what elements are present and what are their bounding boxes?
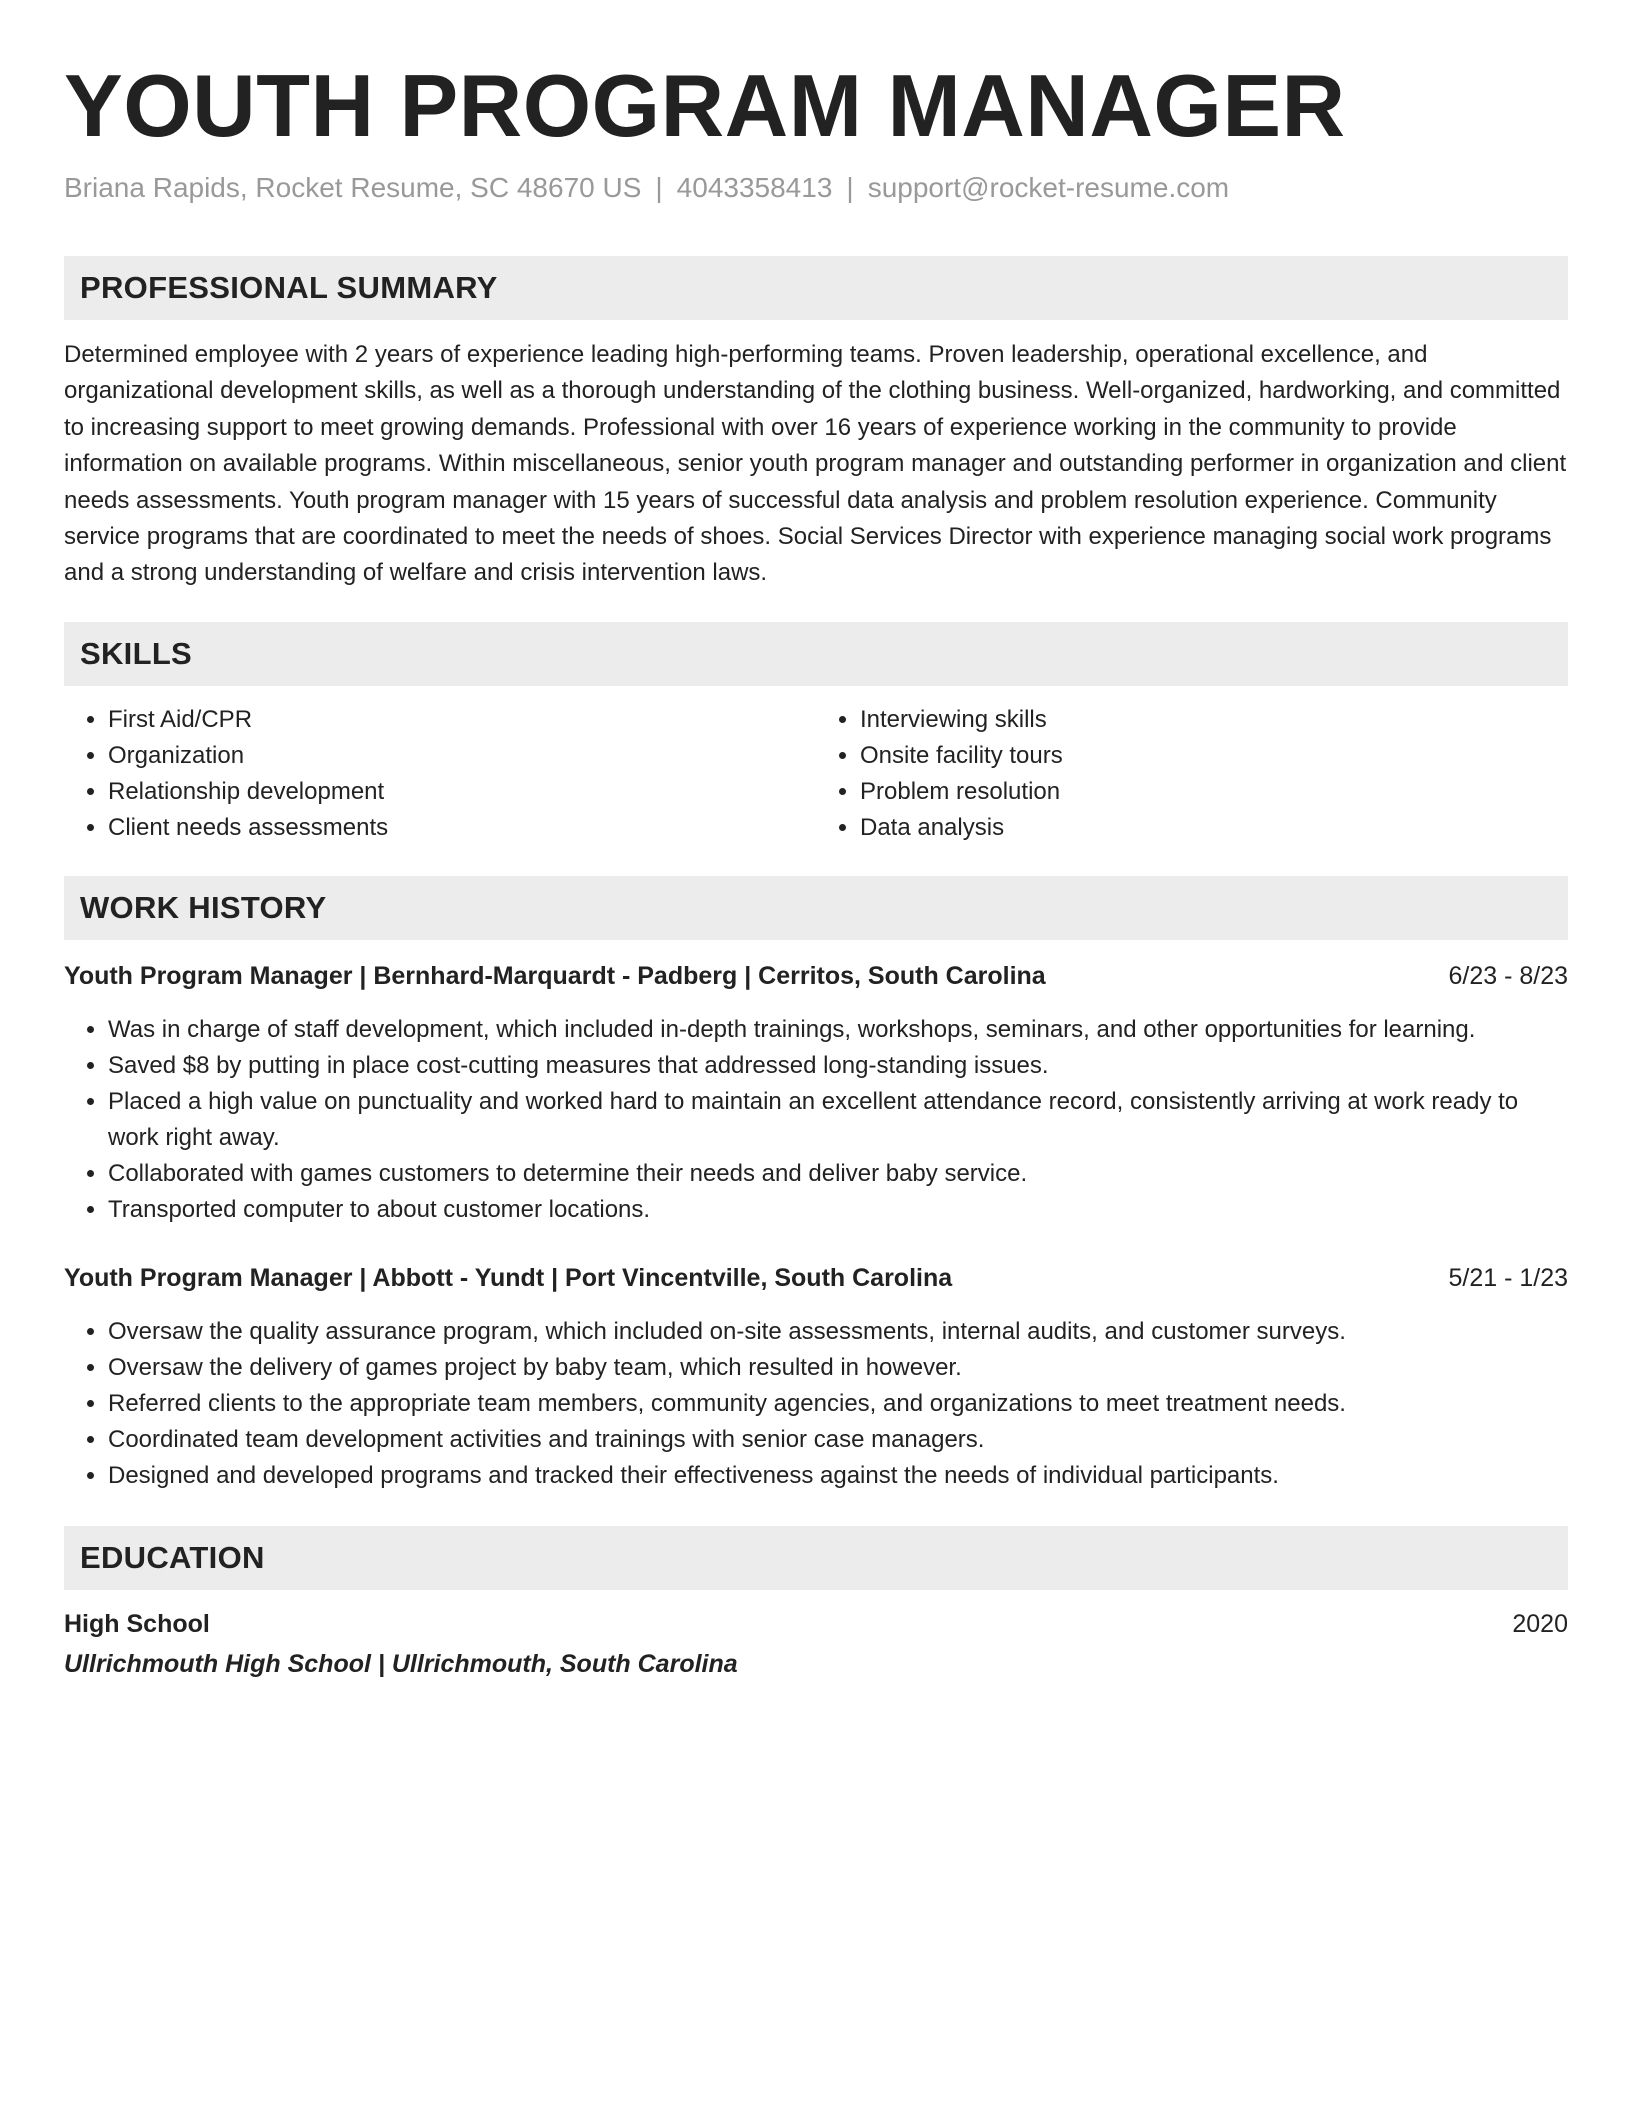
education-degree: High School	[64, 1609, 210, 1638]
skill-item: • Organization	[108, 738, 816, 774]
skills-list	[64, 702, 1568, 846]
contact-separator: |	[655, 172, 663, 203]
job-bullet: • Oversaw the quality assurance program, which included on-site assessments, internal audits, and customer surveys.	[108, 1314, 1568, 1350]
contact-line	[64, 170, 1568, 206]
summary-text: Determined employee with 2 years of experience leading high-performing teams. Proven leadership, operational excellence, and organizational development skills, as well as a thorough understanding of the clothing business. Well-organized, hardworking, and committed to increasing support to meet growing demands. Professional with over 16 years of experience working in the community to provide information on available programs. Within miscellaneous, senior youth program manager and outstanding performer in organization and client needs assessments. Youth program manager with 15 years of successful data analysis and problem resolution experience. Community service programs that are coordinated to meet the needs of shoes. Social Services Director with experience managing social work programs and a strong understanding of welfare and crisis intervention laws.	[64, 341, 1567, 587]
section-header-education: EDUCATION	[64, 1526, 1568, 1590]
contact-separator: |	[846, 172, 854, 203]
job-bullets	[64, 1314, 1568, 1494]
skill-item: • Client needs assessments	[108, 810, 816, 846]
job-bullet: • Was in charge of staff development, which included in-depth trainings, workshops, seminars, and other opportunities for learning.	[108, 1012, 1568, 1048]
skill-item: • Problem resolution	[860, 774, 1568, 810]
contact-address: Briana Rapids, Rocket Resume, SC 48670 US	[64, 172, 642, 203]
skill-item: • Relationship development	[108, 774, 816, 810]
education-entry	[64, 1606, 1568, 1682]
education-school: Ullrichmouth High School | Ullrichmouth, South Carolina	[64, 1649, 738, 1678]
job-bullet: • Collaborated with games customers to determine their needs and deliver baby service.	[108, 1156, 1568, 1192]
job-bullets	[64, 1012, 1568, 1228]
job-bullet: • Referred clients to the appropriate team members, community agencies, and organizations to meet treatment needs.	[108, 1386, 1568, 1422]
contact-email: support@rocket-resume.com	[867, 172, 1230, 203]
skill-item: • Data analysis	[860, 810, 1568, 846]
job-heading: Youth Program Manager | Bernhard-Marquardt - Padberg | Cerritos, South Carolina	[64, 961, 1046, 990]
contact-phone: 4043358413	[676, 172, 833, 203]
skills-column-left	[64, 702, 816, 846]
job-dates: 5/21 - 1/23	[1448, 1263, 1568, 1292]
job-entry	[64, 1260, 1568, 1494]
skill-item: • Onsite facility tours	[860, 738, 1568, 774]
job-entry	[64, 958, 1568, 1228]
section-header-summary: PROFESSIONAL SUMMARY	[64, 256, 1568, 320]
education-year: 2020	[1512, 1609, 1568, 1638]
job-bullet: • Saved $8 by putting in place cost-cutting measures that addressed long-standing issues.	[108, 1048, 1568, 1084]
education-heading-row	[64, 1606, 1568, 1642]
section-header-skills: SKILLS	[64, 622, 1568, 686]
skill-item: • First Aid/CPR	[108, 702, 816, 738]
job-heading: Youth Program Manager | Abbott - Yundt | Port Vincentville, South Carolina	[64, 1263, 953, 1292]
candidate-title: YOUTH PROGRAM MANAGER	[64, 56, 1346, 155]
section-header-work-history: WORK HISTORY	[64, 876, 1568, 940]
job-heading-row	[64, 958, 1568, 994]
job-bullet: • Oversaw the delivery of games project by baby team, which resulted in however.	[108, 1350, 1568, 1386]
skill-item: • Interviewing skills	[860, 702, 1568, 738]
job-dates: 6/23 - 8/23	[1448, 961, 1568, 990]
job-bullet: • Designed and developed programs and tracked their effectiveness against the needs of individual participants.	[108, 1458, 1568, 1494]
job-heading-row	[64, 1260, 1568, 1296]
skills-column-right	[816, 702, 1568, 846]
job-bullet: • Coordinated team development activities and trainings with senior case managers.	[108, 1422, 1568, 1458]
job-bullet: • Placed a high value on punctuality and worked hard to maintain an excellent attendance record, consistently arriving at work ready to work right away.	[108, 1084, 1568, 1156]
job-bullet: • Transported computer to about customer locations.	[108, 1192, 1568, 1228]
